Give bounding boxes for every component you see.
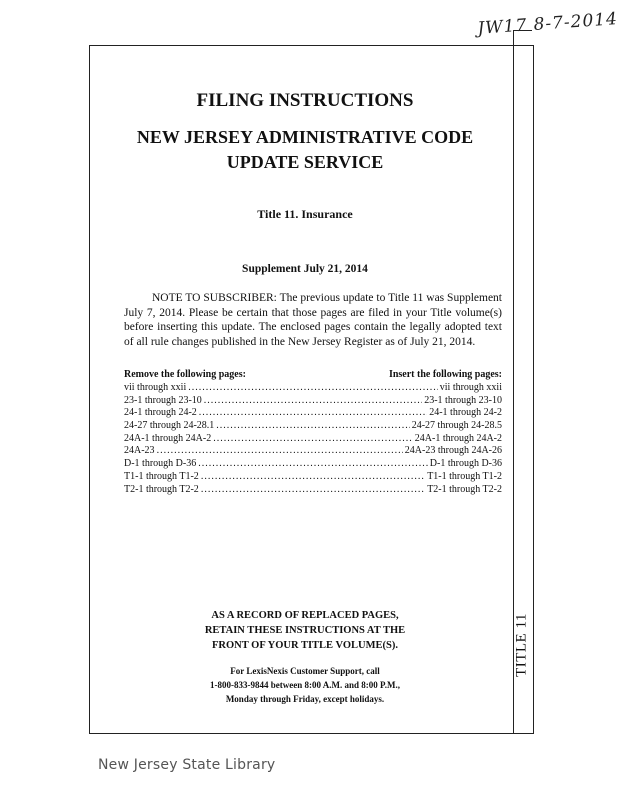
- insert-pages: T2-1 through T2-2: [427, 483, 502, 495]
- title-tab-label: TITLE 11: [513, 613, 530, 677]
- dot-leader: [204, 395, 422, 406]
- insert-pages: 24-27 through 24-28.5: [411, 420, 502, 432]
- table-row: [124, 445, 502, 458]
- retain-line-1: AS A RECORD OF REPLACED PAGES,: [211, 610, 399, 621]
- table-header: [124, 369, 502, 382]
- retain-instructions-notice: [100, 608, 510, 653]
- insert-pages: T1-1 through T1-2: [427, 470, 502, 482]
- support-line-3: Monday through Friday, except holidays.: [225, 694, 385, 704]
- insert-pages: D-1 through D-36: [429, 458, 502, 470]
- subtitle-line-1: NEW JERSEY ADMINISTRATIVE CODE: [136, 127, 474, 147]
- insert-pages: vii through xxii: [439, 382, 502, 393]
- insert-pages: 23-1 through 23-10: [424, 394, 502, 406]
- remove-pages: T1-1 through T1-2: [124, 470, 199, 482]
- table-row: [124, 420, 502, 433]
- dot-leader: [199, 407, 427, 418]
- support-line-2: 1-800-833-9844 between 8:00 A.M. and 8:00 P.M.,: [210, 680, 400, 690]
- remove-pages: 24-1 through 24-2: [124, 407, 197, 419]
- customer-support-info: [100, 664, 510, 706]
- remove-pages: T2-1 through T2-2: [124, 483, 199, 495]
- table-row: [124, 458, 502, 471]
- table-row: [124, 382, 502, 395]
- remove-pages: 24-27 through 24-28.1: [124, 420, 215, 432]
- table-row: [124, 395, 502, 408]
- dot-leader: [201, 471, 425, 482]
- remove-pages: vii through xxii: [124, 382, 187, 393]
- dot-leader: [216, 420, 409, 431]
- remove-pages: 24A-23: [124, 445, 155, 457]
- dot-leader: [157, 445, 403, 456]
- title-heading: Title 11. Insurance: [257, 207, 353, 221]
- handwritten-annotation: JW17 8-7-2014: [476, 9, 619, 39]
- tab-top-border: [513, 30, 532, 31]
- insert-pages: 24A-23 through 24A-26: [404, 445, 502, 457]
- table-row: [124, 484, 502, 497]
- dot-leader: [198, 458, 428, 469]
- note-to-subscriber: NOTE TO SUBSCRIBER: The previous update to Title 11 was Supplement July 7, 2014. Please be certain that those pages are filed in your Title volume(s) before inserting this update. The enclosed pages contain the legally adopted text of all rule changes published in the New Jersey Register as of July 21, 2014.: [124, 292, 502, 348]
- retain-line-3: FRONT OF YOUR TITLE VOLUME(S).: [212, 640, 398, 651]
- supplement-date: Supplement July 21, 2014: [242, 263, 368, 275]
- remove-column-header: Remove the following pages:: [124, 369, 246, 380]
- remove-pages: 24A-1 through 24A-2: [124, 432, 212, 444]
- document-title: FILING INSTRUCTIONS: [196, 90, 414, 111]
- remove-pages: D-1 through D-36: [124, 458, 197, 470]
- insert-pages: 24A-1 through 24A-2: [414, 432, 502, 444]
- table-row: [124, 433, 502, 446]
- dot-leader: [188, 382, 438, 393]
- table-row: [124, 407, 502, 420]
- dot-leader: [213, 433, 413, 444]
- dot-leader: [201, 484, 425, 495]
- remove-pages: 23-1 through 23-10: [124, 394, 202, 406]
- insert-pages: 24-1 through 24-2: [429, 407, 502, 419]
- library-stamp: New Jersey State Library: [98, 757, 276, 773]
- document-subtitle: [100, 125, 510, 175]
- page-replacement-table: [124, 369, 502, 496]
- retain-line-2: RETAIN THESE INSTRUCTIONS AT THE: [204, 625, 406, 636]
- support-line-1: For LexisNexis Customer Support, call: [230, 666, 380, 676]
- subtitle-line-2: UPDATE SERVICE: [226, 152, 384, 172]
- table-row: [124, 471, 502, 484]
- insert-column-header: Insert the following pages:: [388, 369, 502, 380]
